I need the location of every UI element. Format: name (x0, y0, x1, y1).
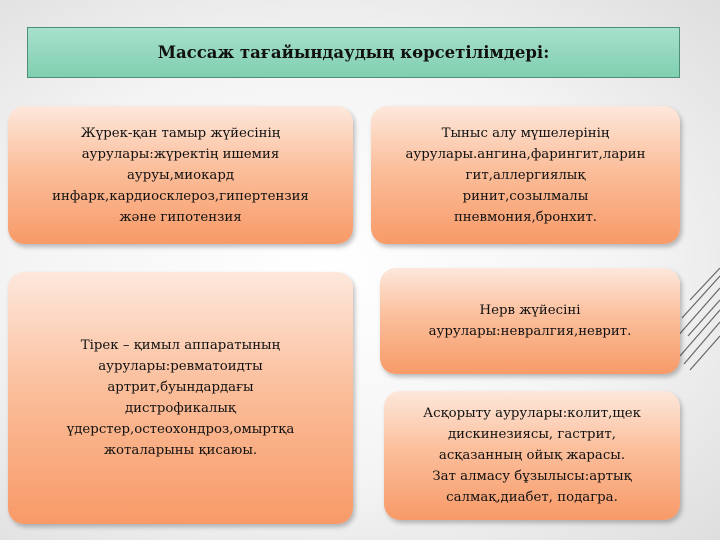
card-respiratory (371, 106, 680, 244)
card-digestive-text: Асқорыту аурулары:колит,щек дискинезиясы, гастрит, асқазанның ойық жарасы. Зат алмасу бұзылысы:артық салмақ,диабет, подагра. (423, 406, 641, 505)
title-banner (27, 27, 680, 78)
card-cardiovascular-text: Жүрек-қан тамыр жүйесінің аурулары:жүректің ишемия ауруы,миокард инфарк,кардиосклероз,гипертензия және гипотензия (52, 125, 309, 225)
page-title: Массаж тағайындаудың көрсетілімдері: (157, 43, 550, 62)
card-nervous (380, 268, 680, 374)
card-respiratory-text: Тыныс алу мүшелерінің аурулары.ангина,фарингит,ларин гит,аллергиялық ринит,созылмалы пневмония,бронхит. (405, 125, 646, 225)
card-musculoskeletal (8, 272, 353, 524)
card-cardiovascular (8, 106, 353, 244)
card-musculoskeletal-text: Тірек – қимыл аппаратының аурулары:ревматоидты артрит,буындардағы дистрофикалық үдерстер,остеохондроз,омыртқа жоталарыны қисаюы. (66, 338, 295, 458)
card-digestive (384, 391, 680, 520)
card-nervous-text: Нерв жүйесіні аурулары:невралгия,неврит. (428, 303, 632, 339)
